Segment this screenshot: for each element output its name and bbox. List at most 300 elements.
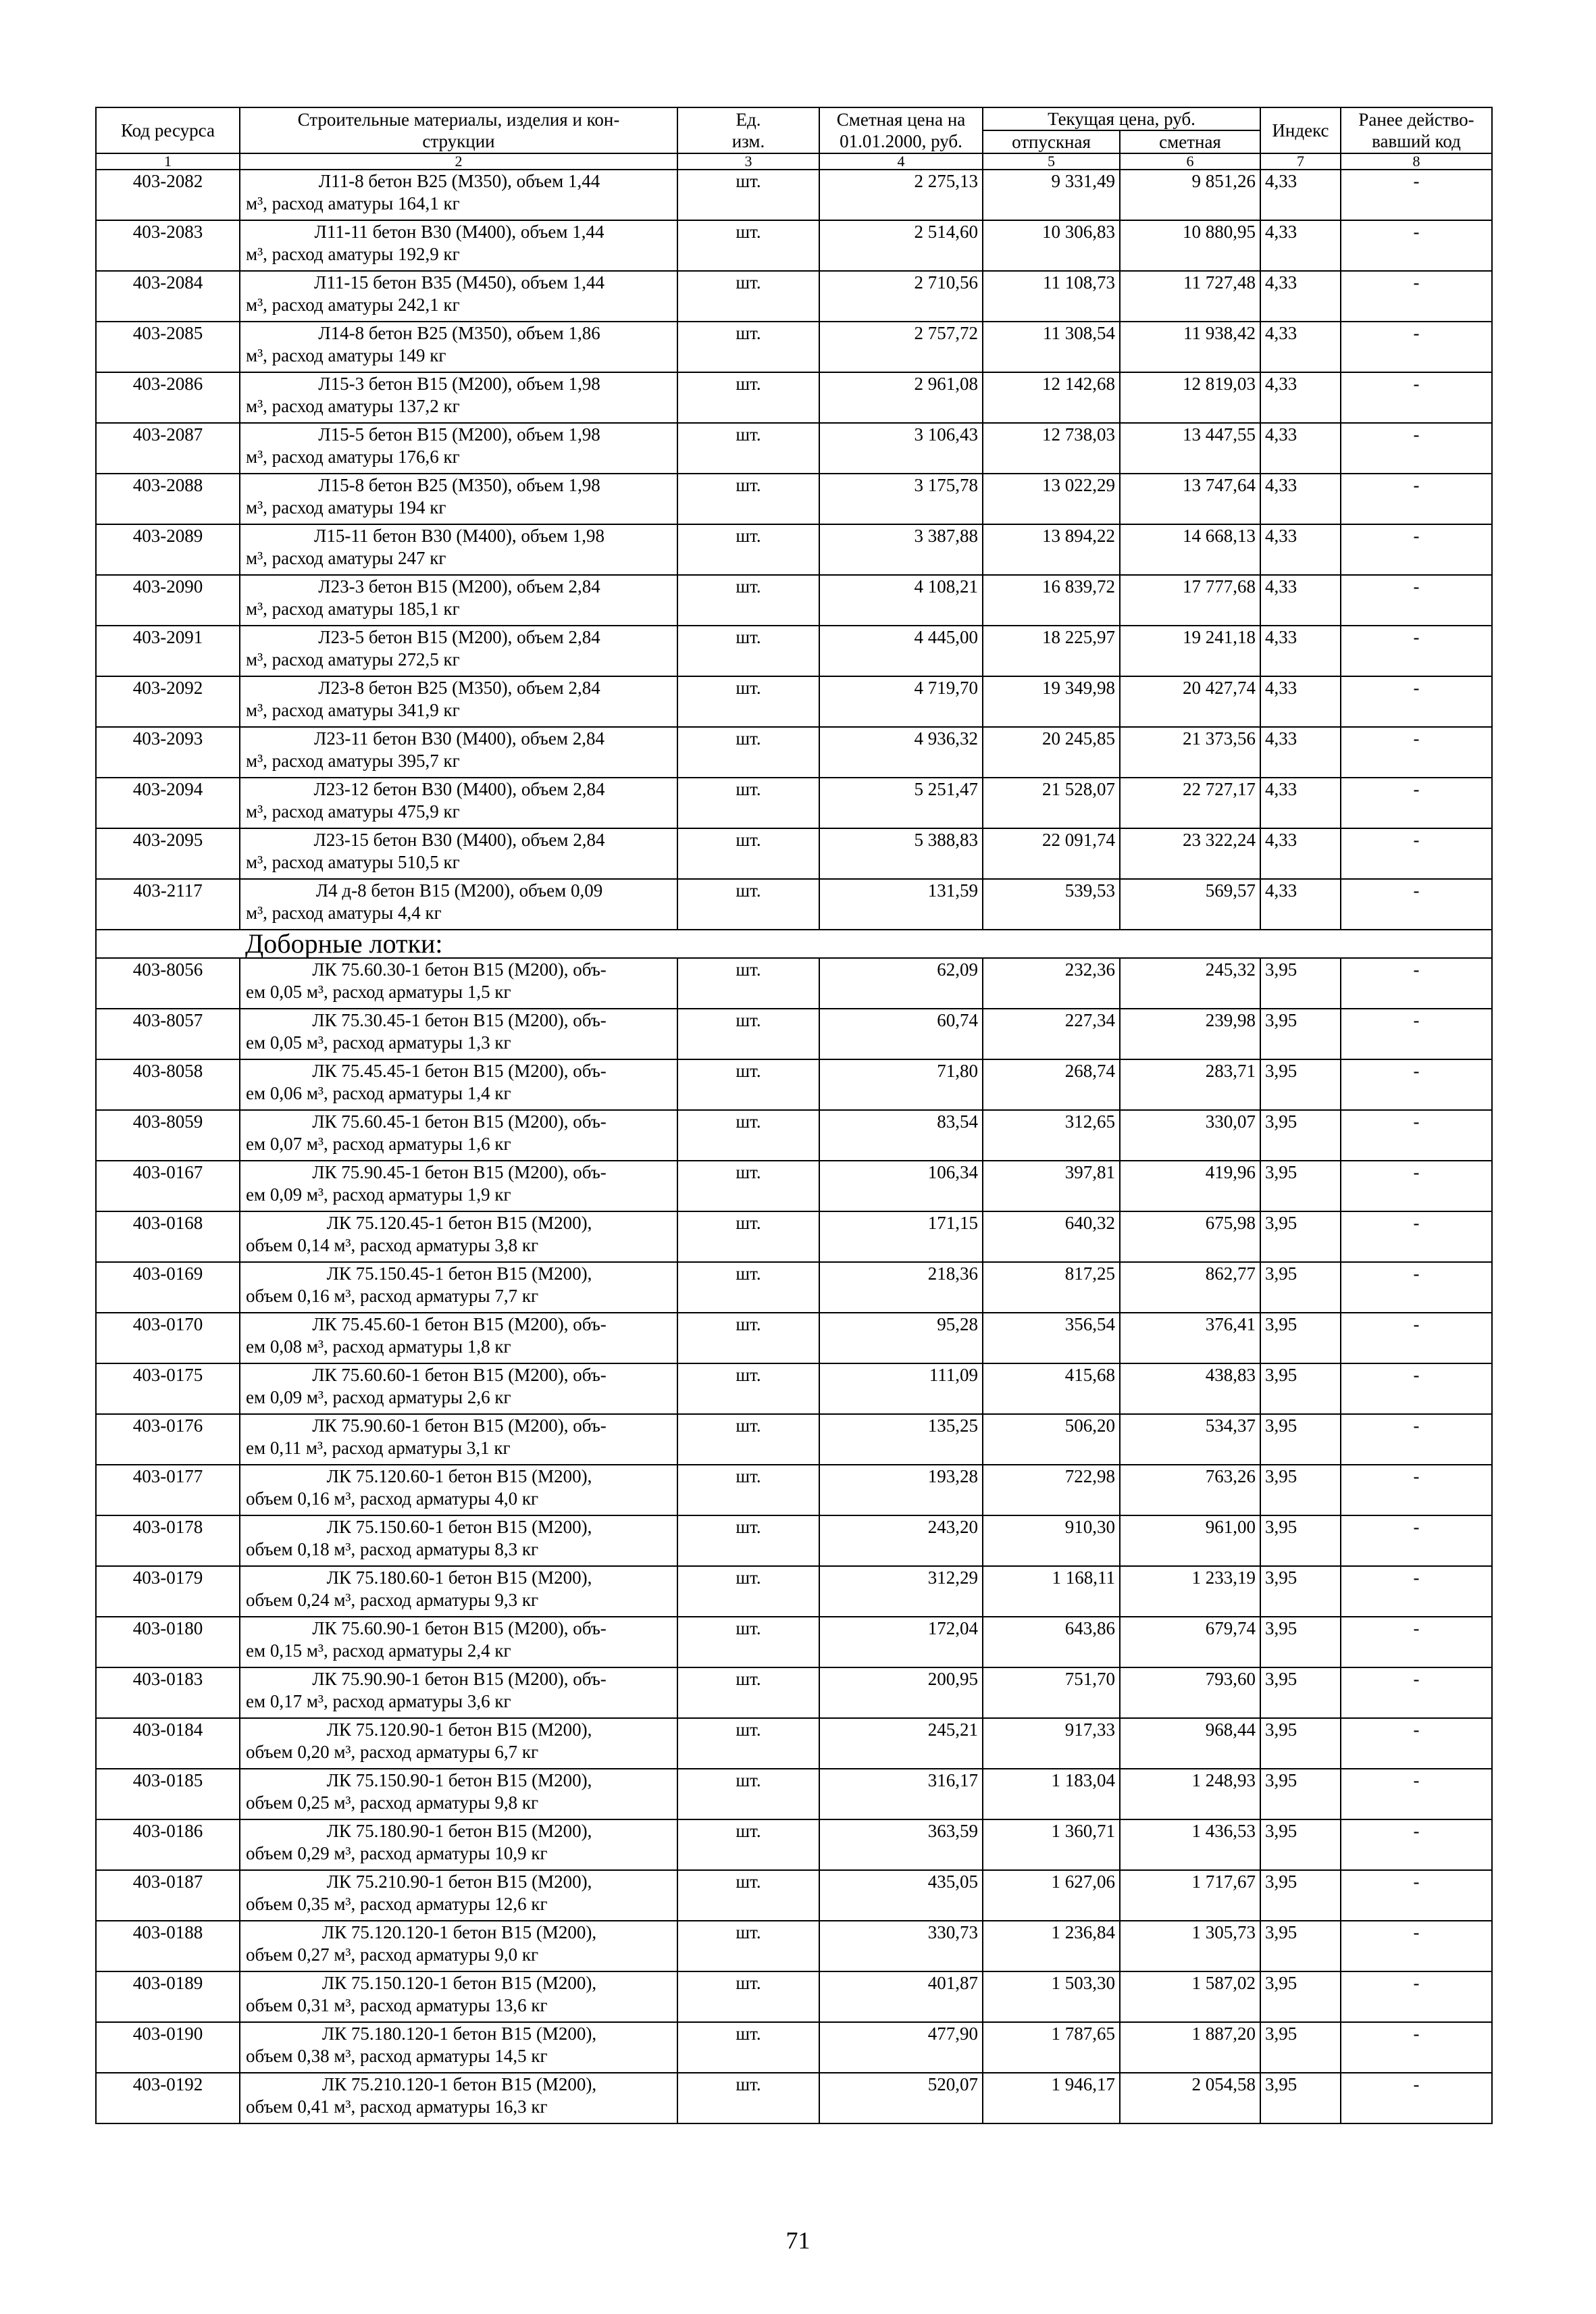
description-line: ЛК 75.45.45-1 бетон В15 (М200), объ- (312, 1061, 607, 1081)
wholesale-price-cell: 1 503,30 (983, 1971, 1120, 2022)
prev-code-cell: - (1341, 1971, 1492, 2022)
column-number: 5 (983, 153, 1120, 170)
resource-code: 403-0177 (96, 1465, 240, 1515)
description-line: объем 0,41 м³, расход арматуры 16,3 кг (246, 2096, 548, 2117)
prev-code-cell: - (1341, 1870, 1492, 1921)
prev-code-cell: - (1341, 1515, 1492, 1566)
table-row (96, 828, 1492, 879)
resource-code: 403-0188 (96, 1921, 240, 1971)
header-current-price: Текущая цена, руб. (983, 107, 1260, 130)
table-row (96, 170, 1492, 220)
unit-cell: шт. (677, 1921, 819, 1971)
prev-code-cell: - (1341, 676, 1492, 727)
description-line: м³, расход аматуры 242,1 кг (246, 295, 460, 315)
description-line: Л15-5 бетон В15 (М200), объем 1,98 (318, 424, 600, 445)
estimate-price-cell: 11 938,42 (1120, 322, 1260, 372)
wholesale-price-cell: 16 839,72 (983, 575, 1120, 626)
table-row (96, 778, 1492, 828)
estimate-price-cell: 283,71 (1120, 1059, 1260, 1110)
resource-code: 403-0180 (96, 1617, 240, 1667)
header-code: Код ресурса (96, 107, 240, 153)
index-cell: 4,33 (1260, 676, 1341, 727)
description-line: м³, расход аматуры 247 кг (246, 548, 446, 568)
index-cell: 3,95 (1260, 1870, 1341, 1921)
description-line: ЛК 75.90.60-1 бетон В15 (М200), объ- (312, 1415, 607, 1436)
index-cell: 3,95 (1260, 1110, 1341, 1161)
unit-cell: шт. (677, 575, 819, 626)
section-title: Доборные лотки: (96, 930, 1492, 958)
table-row (96, 2073, 1492, 2123)
description-line: объем 0,18 м³, расход арматуры 8,3 кг (246, 1539, 539, 1559)
estimate-price-cell: 21 373,56 (1120, 727, 1260, 778)
item-description (240, 1009, 677, 1059)
table-row (96, 575, 1492, 626)
header-prev-code: Ранее действо- вавший код (1341, 107, 1492, 153)
base-price-cell: 312,29 (819, 1566, 983, 1617)
resource-code: 403-0179 (96, 1566, 240, 1617)
item-description (240, 474, 677, 524)
wholesale-price-cell: 11 308,54 (983, 322, 1120, 372)
item-description (240, 1161, 677, 1211)
item-description (240, 1059, 677, 1110)
base-price-cell: 3 106,43 (819, 423, 983, 474)
base-price-cell: 71,80 (819, 1059, 983, 1110)
index-cell: 4,33 (1260, 575, 1341, 626)
item-description (240, 1465, 677, 1515)
description-line: ем 0,05 м³, расход арматуры 1,5 кг (246, 982, 511, 1002)
resource-code: 403-0185 (96, 1769, 240, 1819)
header-unit: Ед. изм. (677, 107, 819, 153)
base-price-cell: 111,09 (819, 1363, 983, 1414)
item-description (240, 626, 677, 676)
base-price-cell: 401,87 (819, 1971, 983, 2022)
unit-cell: шт. (677, 1971, 819, 2022)
prev-code-cell: - (1341, 778, 1492, 828)
item-description (240, 828, 677, 879)
item-description (240, 1819, 677, 1870)
estimate-price-cell: 1 587,02 (1120, 1971, 1260, 2022)
description-line: Л23-8 бетон В25 (М350), объем 2,84 (318, 678, 600, 698)
wholesale-price-cell: 910,30 (983, 1515, 1120, 1566)
description-line: Л11-8 бетон В25 (М350), объем 1,44 (318, 171, 600, 191)
item-description (240, 1769, 677, 1819)
prev-code-cell: - (1341, 879, 1492, 930)
resource-code: 403-2087 (96, 423, 240, 474)
description-line: ЛК 75.210.120-1 бетон В15 (М200), (321, 2074, 597, 2094)
base-price-cell: 131,59 (819, 879, 983, 930)
table-row (96, 1211, 1492, 1262)
description-line: Л11-15 бетон В35 (М450), объем 1,44 (314, 272, 604, 293)
unit-cell: шт. (677, 1617, 819, 1667)
wholesale-price-cell: 268,74 (983, 1059, 1120, 1110)
prev-code-cell: - (1341, 2022, 1492, 2073)
prev-code-cell: - (1341, 1313, 1492, 1363)
base-price-cell: 435,05 (819, 1870, 983, 1921)
resource-code: 403-0167 (96, 1161, 240, 1211)
unit-cell: шт. (677, 958, 819, 1009)
resource-code: 403-8056 (96, 958, 240, 1009)
prev-code-cell: - (1341, 1718, 1492, 1769)
description-line: ЛК 75.120.120-1 бетон В15 (М200), (321, 1922, 597, 1942)
index-cell: 3,95 (1260, 1515, 1341, 1566)
estimate-price-cell: 1 717,67 (1120, 1870, 1260, 1921)
base-price-cell: 2 275,13 (819, 170, 983, 220)
wholesale-price-cell: 1 183,04 (983, 1769, 1120, 1819)
description-line: ЛК 75.60.45-1 бетон В15 (М200), объ- (312, 1111, 607, 1132)
estimate-price-cell: 14 668,13 (1120, 524, 1260, 575)
resource-code: 403-0170 (96, 1313, 240, 1363)
table-row (96, 626, 1492, 676)
description-line: объем 0,20 м³, расход арматуры 6,7 кг (246, 1742, 539, 1762)
description-line: объем 0,24 м³, расход арматуры 9,3 кг (246, 1590, 539, 1610)
unit-cell: шт. (677, 1009, 819, 1059)
estimate-price-cell: 1 436,53 (1120, 1819, 1260, 1870)
unit-cell: шт. (677, 322, 819, 372)
unit-cell: шт. (677, 626, 819, 676)
description-line: м³, расход аматуры 4,4 кг (246, 903, 442, 923)
description-line: ем 0,09 м³, расход арматуры 1,9 кг (246, 1184, 511, 1205)
base-price-cell: 95,28 (819, 1313, 983, 1363)
resource-code: 403-2117 (96, 879, 240, 930)
item-description (240, 575, 677, 626)
column-number: 1 (96, 153, 240, 170)
description-line: ЛК 75.30.45-1 бетон В15 (М200), объ- (312, 1010, 607, 1030)
description-line: м³, расход аматуры 395,7 кг (246, 751, 460, 771)
estimate-price-cell: 376,41 (1120, 1313, 1260, 1363)
description-line: Л15-11 бетон В30 (М400), объем 1,98 (314, 526, 604, 546)
resource-code: 403-0168 (96, 1211, 240, 1262)
base-price-cell: 135,25 (819, 1414, 983, 1465)
description-line: м³, расход аматуры 194 кг (246, 497, 446, 518)
item-description (240, 1414, 677, 1465)
prev-code-cell: - (1341, 1059, 1492, 1110)
description-line: ЛК 75.45.60-1 бетон В15 (М200), объ- (312, 1314, 607, 1334)
description-line: ем 0,11 м³, расход арматуры 3,1 кг (246, 1438, 511, 1458)
estimate-price-cell: 20 427,74 (1120, 676, 1260, 727)
index-cell: 3,95 (1260, 1414, 1341, 1465)
base-price-cell: 363,59 (819, 1819, 983, 1870)
table-row (96, 1870, 1492, 1921)
resource-code: 403-0192 (96, 2073, 240, 2123)
resource-code: 403-2095 (96, 828, 240, 879)
description-line: м³, расход аматуры 341,9 кг (246, 700, 460, 720)
wholesale-price-cell: 397,81 (983, 1161, 1120, 1211)
item-description (240, 372, 677, 423)
item-description (240, 1211, 677, 1262)
column-number: 6 (1120, 153, 1260, 170)
base-price-cell: 193,28 (819, 1465, 983, 1515)
description-line: ЛК 75.120.45-1 бетон В15 (М200), (326, 1213, 592, 1233)
resource-code: 403-0189 (96, 1971, 240, 2022)
description-line: Л23-12 бетон В30 (М400), объем 2,84 (313, 779, 605, 799)
unit-cell: шт. (677, 372, 819, 423)
table-row (96, 1363, 1492, 1414)
prev-code-cell: - (1341, 1363, 1492, 1414)
wholesale-price-cell: 13 022,29 (983, 474, 1120, 524)
table-row (96, 879, 1492, 930)
table-row (96, 474, 1492, 524)
item-description (240, 778, 677, 828)
index-cell: 3,95 (1260, 1769, 1341, 1819)
prev-code-cell: - (1341, 1110, 1492, 1161)
estimate-price-cell: 534,37 (1120, 1414, 1260, 1465)
description-line: Л11-11 бетон В30 (М400), объем 1,44 (314, 222, 604, 242)
item-description (240, 2022, 677, 2073)
unit-cell: шт. (677, 778, 819, 828)
table-row (96, 1769, 1492, 1819)
estimate-price-cell: 1 887,20 (1120, 2022, 1260, 2073)
base-price-cell: 477,90 (819, 2022, 983, 2073)
base-price-cell: 2 710,56 (819, 271, 983, 322)
estimate-price-cell: 239,98 (1120, 1009, 1260, 1059)
wholesale-price-cell: 1 946,17 (983, 2073, 1120, 2123)
wholesale-price-cell: 506,20 (983, 1414, 1120, 1465)
prev-code-cell: - (1341, 575, 1492, 626)
prev-code-cell: - (1341, 524, 1492, 575)
index-cell: 3,95 (1260, 1059, 1341, 1110)
index-cell: 3,95 (1260, 1819, 1341, 1870)
prev-code-cell: - (1341, 1921, 1492, 1971)
estimate-price-cell: 419,96 (1120, 1161, 1260, 1211)
table-row (96, 1718, 1492, 1769)
wholesale-price-cell: 415,68 (983, 1363, 1120, 1414)
description-line: ЛК 75.180.90-1 бетон В15 (М200), (326, 1821, 592, 1841)
index-cell: 3,95 (1260, 1718, 1341, 1769)
table-row (96, 1161, 1492, 1211)
item-description (240, 423, 677, 474)
index-cell: 3,95 (1260, 1161, 1341, 1211)
description-line: Л15-8 бетон В25 (М350), объем 1,98 (318, 475, 600, 495)
item-description (240, 958, 677, 1009)
prev-code-cell: - (1341, 372, 1492, 423)
resource-code: 403-2088 (96, 474, 240, 524)
resource-code: 403-2093 (96, 727, 240, 778)
base-price-cell: 3 175,78 (819, 474, 983, 524)
item-description (240, 1313, 677, 1363)
unit-cell: шт. (677, 879, 819, 930)
prev-code-cell: - (1341, 170, 1492, 220)
description-line: ЛК 75.60.90-1 бетон В15 (М200), объ- (312, 1618, 607, 1638)
base-price-cell: 5 388,83 (819, 828, 983, 879)
description-line: Л4 д-8 бетон В15 (М200), объем 0,09 (315, 880, 603, 901)
description-line: ем 0,05 м³, расход арматуры 1,3 кг (246, 1032, 511, 1053)
resource-code: 403-0176 (96, 1414, 240, 1465)
description-line: объем 0,16 м³, расход арматуры 4,0 кг (246, 1488, 539, 1509)
wholesale-price-cell: 1 360,71 (983, 1819, 1120, 1870)
description-line: ЛК 75.180.60-1 бетон В15 (М200), (326, 1567, 592, 1588)
wholesale-price-cell: 1 236,84 (983, 1921, 1120, 1971)
wholesale-price-cell: 11 108,73 (983, 271, 1120, 322)
base-price-cell: 243,20 (819, 1515, 983, 1566)
index-cell: 3,95 (1260, 2073, 1341, 2123)
resource-code: 403-8057 (96, 1009, 240, 1059)
index-cell: 4,33 (1260, 423, 1341, 474)
table-row (96, 1110, 1492, 1161)
base-price-cell: 83,54 (819, 1110, 983, 1161)
index-cell: 3,95 (1260, 1971, 1341, 2022)
index-cell: 3,95 (1260, 1566, 1341, 1617)
table-row (96, 676, 1492, 727)
index-cell: 3,95 (1260, 1921, 1341, 1971)
estimate-price-cell: 763,26 (1120, 1465, 1260, 1515)
base-price-cell: 200,95 (819, 1667, 983, 1718)
description-line: ем 0,15 м³, расход арматуры 2,4 кг (246, 1640, 511, 1661)
description-line: м³, расход аматуры 475,9 кг (246, 801, 460, 822)
base-price-cell: 4 719,70 (819, 676, 983, 727)
estimate-price-cell: 793,60 (1120, 1667, 1260, 1718)
base-price-cell: 171,15 (819, 1211, 983, 1262)
wholesale-price-cell: 751,70 (983, 1667, 1120, 1718)
prev-code-cell: - (1341, 1617, 1492, 1667)
description-line: м³, расход аматуры 149 кг (246, 345, 446, 366)
wholesale-price-cell: 13 894,22 (983, 524, 1120, 575)
prev-code-cell: - (1341, 474, 1492, 524)
description-line: ЛК 75.180.120-1 бетон В15 (М200), (321, 2023, 597, 2044)
prev-code-cell: - (1341, 958, 1492, 1009)
description-line: Л23-3 бетон В15 (М200), объем 2,84 (318, 576, 600, 597)
table-header (96, 107, 1492, 170)
item-description (240, 2073, 677, 2123)
item-description (240, 1110, 677, 1161)
unit-cell: шт. (677, 1718, 819, 1769)
estimate-price-cell: 23 322,24 (1120, 828, 1260, 879)
unit-cell: шт. (677, 1161, 819, 1211)
table-row (96, 1465, 1492, 1515)
wholesale-price-cell: 917,33 (983, 1718, 1120, 1769)
table-row (96, 372, 1492, 423)
unit-cell: шт. (677, 1313, 819, 1363)
estimate-price-cell: 679,74 (1120, 1617, 1260, 1667)
table-body-b (96, 958, 1492, 2123)
item-description (240, 1971, 677, 2022)
table-row (96, 524, 1492, 575)
base-price-cell: 520,07 (819, 2073, 983, 2123)
description-line: ЛК 75.60.30-1 бетон В15 (М200), объ- (312, 959, 607, 980)
item-description (240, 1667, 677, 1718)
header-name: Строительные материалы, изделия и кон- струкции (240, 107, 677, 153)
wholesale-price-cell: 722,98 (983, 1465, 1120, 1515)
prev-code-cell: - (1341, 271, 1492, 322)
prev-code-cell: - (1341, 1819, 1492, 1870)
item-description (240, 879, 677, 930)
resource-code: 403-2082 (96, 170, 240, 220)
unit-cell: шт. (677, 1667, 819, 1718)
description-line: ем 0,17 м³, расход арматуры 3,6 кг (246, 1691, 511, 1711)
wholesale-price-cell: 356,54 (983, 1313, 1120, 1363)
unit-cell: шт. (677, 1211, 819, 1262)
unit-cell: шт. (677, 1110, 819, 1161)
unit-cell: шт. (677, 1414, 819, 1465)
item-description (240, 1617, 677, 1667)
description-line: ЛК 75.150.45-1 бетон В15 (М200), (326, 1263, 592, 1284)
estimate-price-cell: 1 305,73 (1120, 1921, 1260, 1971)
base-price-cell: 4 108,21 (819, 575, 983, 626)
unit-cell: шт. (677, 1566, 819, 1617)
estimate-price-cell: 13 747,64 (1120, 474, 1260, 524)
resource-code: 403-0175 (96, 1363, 240, 1414)
description-line: ЛК 75.120.90-1 бетон В15 (М200), (326, 1719, 592, 1740)
description-line: ЛК 75.210.90-1 бетон В15 (М200), (326, 1871, 592, 1892)
item-description (240, 271, 677, 322)
table-row (96, 1515, 1492, 1566)
description-line: ЛК 75.150.60-1 бетон В15 (М200), (326, 1517, 592, 1537)
table-row (96, 1617, 1492, 1667)
description-line: ем 0,07 м³, расход арматуры 1,6 кг (246, 1134, 511, 1154)
description-line: Л23-11 бетон В30 (М400), объем 2,84 (314, 728, 604, 749)
resource-code: 403-0169 (96, 1262, 240, 1313)
estimate-price-cell: 10 880,95 (1120, 220, 1260, 271)
table-row (96, 1262, 1492, 1313)
resource-code: 403-0186 (96, 1819, 240, 1870)
column-number-row (96, 153, 1492, 170)
index-cell: 4,33 (1260, 271, 1341, 322)
table-row (96, 1667, 1492, 1718)
wholesale-price-cell: 18 225,97 (983, 626, 1120, 676)
estimate-price-cell: 17 777,68 (1120, 575, 1260, 626)
base-price-cell: 218,36 (819, 1262, 983, 1313)
prev-code-cell: - (1341, 1414, 1492, 1465)
resource-code: 403-2089 (96, 524, 240, 575)
index-cell: 4,33 (1260, 727, 1341, 778)
wholesale-price-cell: 1 787,65 (983, 2022, 1120, 2073)
item-description (240, 1262, 677, 1313)
description-line: ем 0,08 м³, расход арматуры 1,8 кг (246, 1336, 511, 1357)
base-price-cell: 106,34 (819, 1161, 983, 1211)
estimate-price-cell: 1 233,19 (1120, 1566, 1260, 1617)
unit-cell: шт. (677, 2022, 819, 2073)
prev-code-cell: - (1341, 1566, 1492, 1617)
table-row (96, 1059, 1492, 1110)
estimate-price-cell: 968,44 (1120, 1718, 1260, 1769)
index-cell: 3,95 (1260, 1211, 1341, 1262)
unit-cell: шт. (677, 2073, 819, 2123)
description-line: ем 0,09 м³, расход арматуры 2,6 кг (246, 1387, 511, 1407)
estimate-price-cell: 13 447,55 (1120, 423, 1260, 474)
prev-code-cell: - (1341, 1262, 1492, 1313)
description-line: м³, расход аматуры 176,6 кг (246, 447, 460, 467)
base-price-cell: 5 251,47 (819, 778, 983, 828)
description-line: ЛК 75.150.90-1 бетон В15 (М200), (326, 1770, 592, 1790)
table-row (96, 1819, 1492, 1870)
table-row (96, 958, 1492, 1009)
base-price-cell: 172,04 (819, 1617, 983, 1667)
description-line: объем 0,25 м³, расход арматуры 9,8 кг (246, 1792, 539, 1813)
wholesale-price-cell: 643,86 (983, 1617, 1120, 1667)
column-number: 2 (240, 153, 677, 170)
description-line: ЛК 75.90.90-1 бетон В15 (М200), объ- (312, 1669, 607, 1689)
base-price-cell: 62,09 (819, 958, 983, 1009)
prev-code-cell: - (1341, 423, 1492, 474)
description-line: объем 0,16 м³, расход арматуры 7,7 кг (246, 1286, 539, 1306)
wholesale-price-cell: 9 331,49 (983, 170, 1120, 220)
wholesale-price-cell: 640,32 (983, 1211, 1120, 1262)
wholesale-price-cell: 817,25 (983, 1262, 1120, 1313)
base-price-cell: 4 936,32 (819, 727, 983, 778)
prev-code-cell: - (1341, 220, 1492, 271)
resource-code: 403-2086 (96, 372, 240, 423)
table-row (96, 2022, 1492, 2073)
description-line: Л23-5 бетон В15 (М200), объем 2,84 (318, 627, 600, 647)
header-base-price: Сметная цена на 01.01.2000, руб. (819, 107, 983, 153)
column-number: 3 (677, 153, 819, 170)
resource-code: 403-2083 (96, 220, 240, 271)
description-line: м³, расход аматуры 192,9 кг (246, 244, 460, 264)
unit-cell: шт. (677, 524, 819, 575)
description-line: объем 0,38 м³, расход арматуры 14,5 кг (246, 2046, 548, 2066)
base-price-cell: 2 514,60 (819, 220, 983, 271)
prev-code-cell: - (1341, 828, 1492, 879)
index-cell: 4,33 (1260, 626, 1341, 676)
